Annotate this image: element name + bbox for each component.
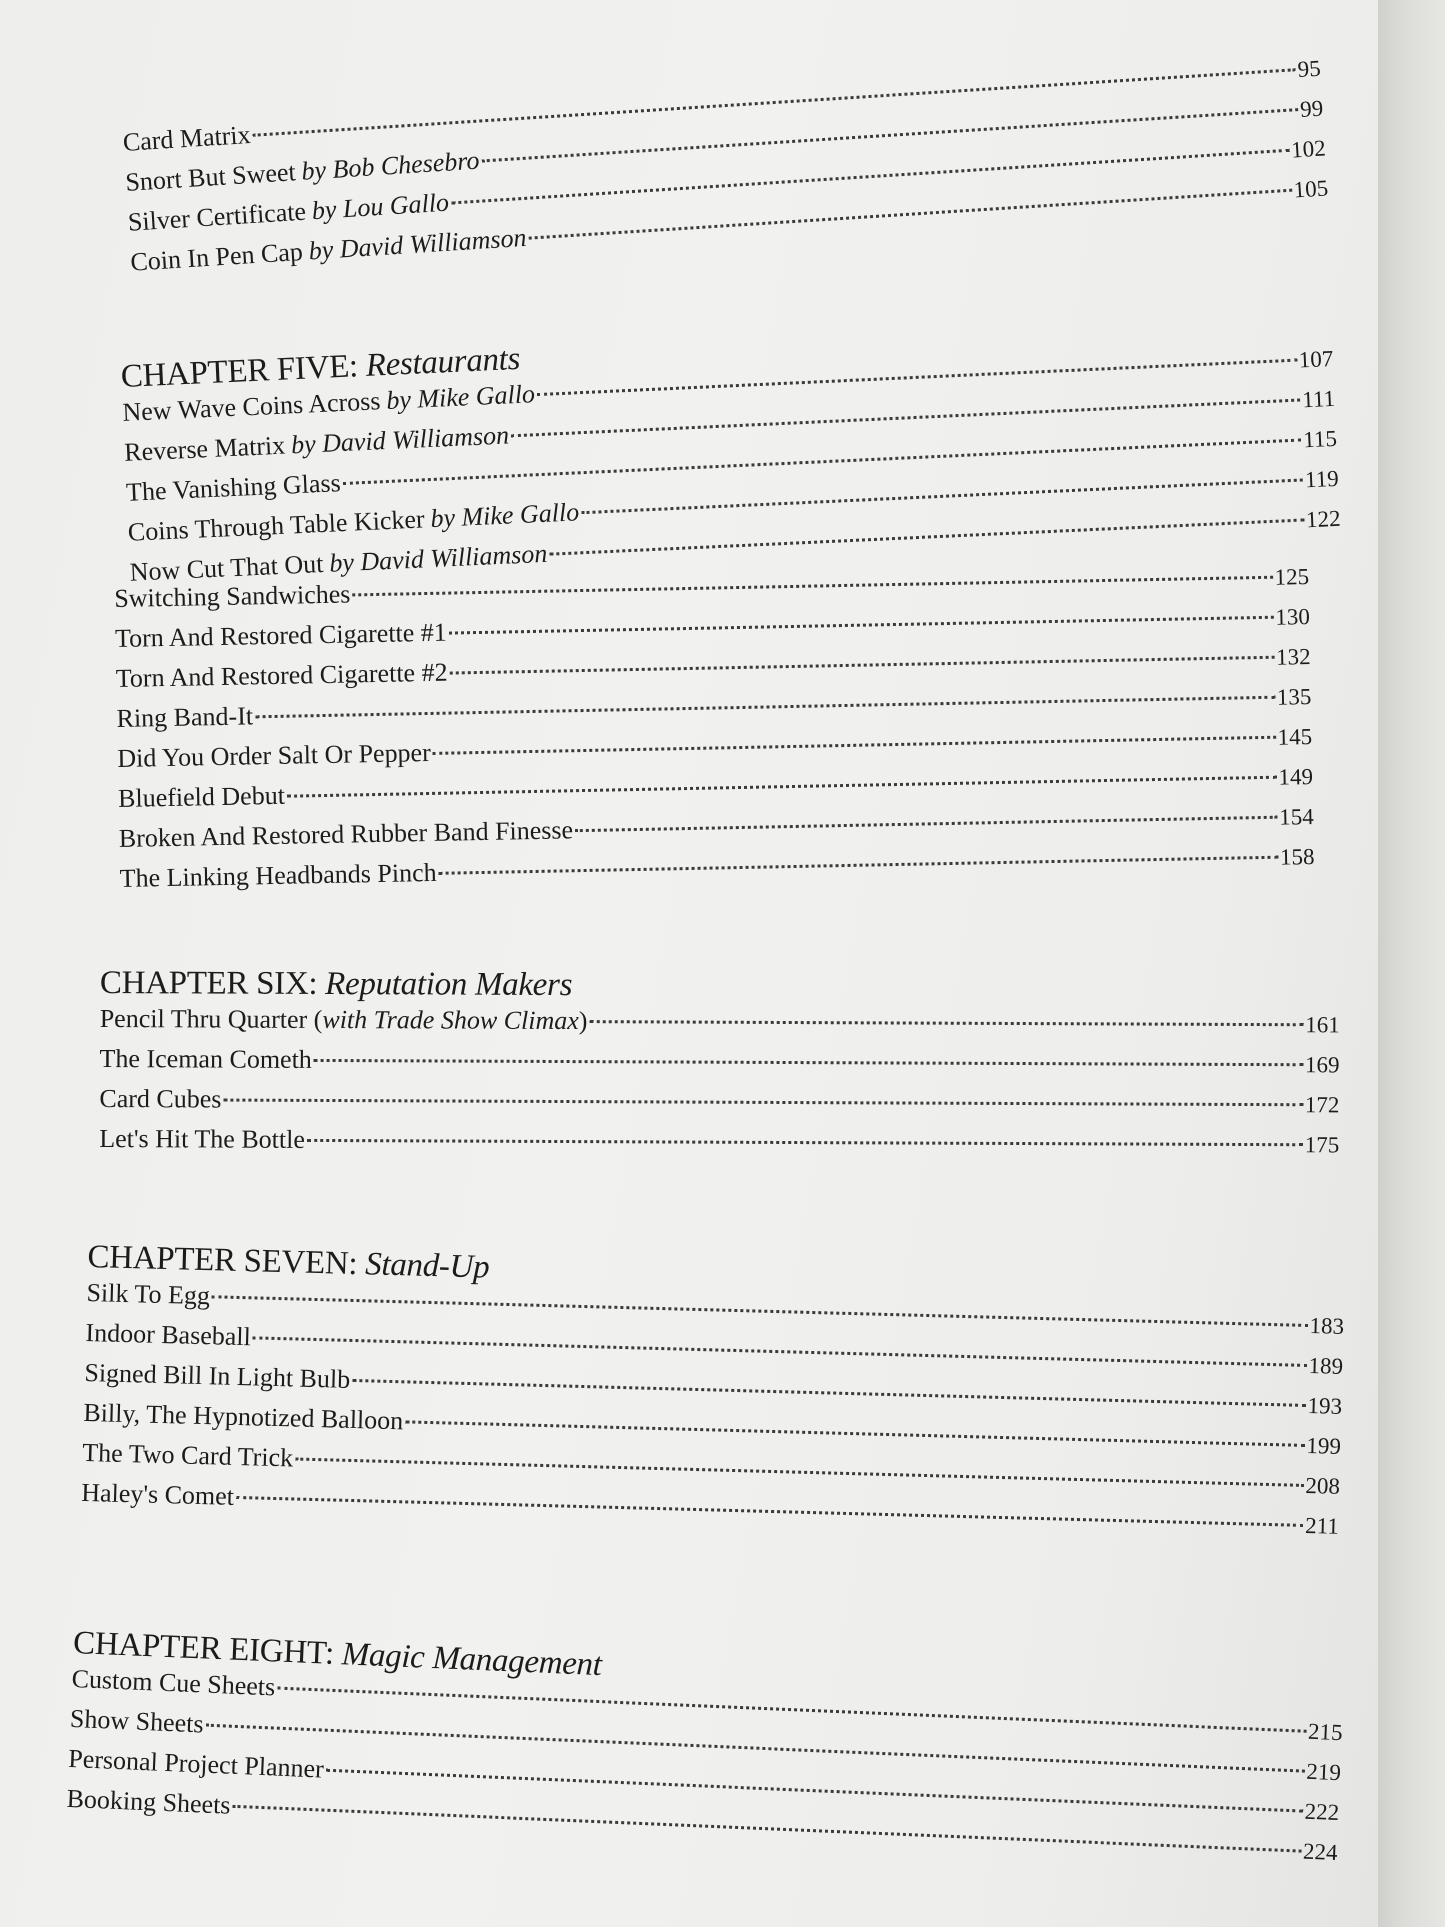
chapter-heading bbox=[100, 964, 1340, 1007]
entry-subtitle: with Trade Show Climax bbox=[322, 1004, 579, 1036]
entry-author: by Bob Chesebro bbox=[300, 145, 481, 186]
entry-page-number: 149 bbox=[1278, 764, 1314, 790]
entry-title: Billy, The Hypnotized Balloon bbox=[83, 1397, 404, 1436]
dot-leader bbox=[589, 1020, 1303, 1026]
entry-page-number: 95 bbox=[1296, 55, 1322, 83]
toc-section-chapter-five bbox=[120, 303, 1342, 598]
entry-title: Did You Order Salt Or Pepper bbox=[117, 737, 431, 773]
entry-title: Indoor Baseball bbox=[85, 1317, 252, 1352]
chapter-name: Magic Management bbox=[341, 1636, 603, 1684]
toc-section-chapter-eight bbox=[66, 1624, 1345, 1877]
entry-title: Silk To Egg bbox=[86, 1277, 211, 1311]
entry-page-number: 183 bbox=[1309, 1313, 1345, 1339]
entry-title: Torn And Restored Cigarette #1 bbox=[114, 617, 448, 653]
entry-page-number: 219 bbox=[1305, 1758, 1342, 1786]
entry-title: Switching Sandwiches bbox=[114, 579, 351, 613]
entry-author: by David Williamson bbox=[328, 538, 548, 578]
entry-title: Card Cubes bbox=[99, 1083, 222, 1114]
dot-leader bbox=[575, 816, 1277, 832]
entry-page-number: 175 bbox=[1304, 1132, 1340, 1158]
toc-entry bbox=[99, 1124, 1339, 1169]
chapter-name: Stand-Up bbox=[364, 1246, 490, 1286]
entry-title: Torn And Restored Cigarette #2 bbox=[115, 657, 448, 693]
entry-title: Personal Project Planner bbox=[67, 1743, 325, 1784]
entry-title: Broken And Restored Rubber Band Finesse bbox=[118, 815, 574, 853]
dot-leader bbox=[223, 1099, 1302, 1107]
entry-title bbox=[100, 1004, 588, 1036]
toc-section-chapter-five-continued bbox=[114, 561, 1315, 904]
entry-page-number: 122 bbox=[1305, 505, 1342, 533]
entry-title: Show Sheets bbox=[69, 1703, 205, 1739]
entry-title: Silver Certificate bbox=[127, 196, 307, 237]
toc-section-continued bbox=[122, 53, 1330, 288]
entry-page-number: 130 bbox=[1275, 604, 1311, 630]
entry-page-number: 102 bbox=[1290, 135, 1327, 163]
entry-page-number: 215 bbox=[1307, 1718, 1344, 1746]
entry-title: Now Cut That Out bbox=[129, 549, 324, 587]
dot-leader bbox=[307, 1139, 1303, 1146]
entry-page-number: 154 bbox=[1278, 804, 1314, 830]
entry-title: The Two Card Trick bbox=[82, 1437, 294, 1473]
entry-author: by David Williamson bbox=[307, 222, 528, 266]
entry-page-number: 161 bbox=[1305, 1012, 1340, 1038]
dot-leader bbox=[450, 656, 1275, 675]
entry-page-number: 107 bbox=[1298, 345, 1334, 373]
chapter-name: Restaurants bbox=[364, 340, 521, 384]
dot-leader bbox=[255, 696, 1275, 719]
dot-leader bbox=[352, 576, 1272, 597]
entry-title: Custom Cue Sheets bbox=[71, 1663, 276, 1702]
entry-author: by David Williamson bbox=[290, 420, 510, 460]
entry-author: by Mike Gallo bbox=[385, 379, 536, 415]
dot-leader bbox=[314, 1059, 1303, 1066]
entry-page-number: 211 bbox=[1304, 1512, 1340, 1539]
dot-leader bbox=[287, 776, 1277, 798]
entry-title: Reverse Matrix bbox=[123, 430, 286, 467]
entry-page-number: 199 bbox=[1306, 1432, 1342, 1459]
entry-page-number: 158 bbox=[1279, 844, 1315, 870]
entry-author: by Mike Gallo bbox=[429, 497, 580, 534]
entry-page-number: 224 bbox=[1302, 1838, 1339, 1866]
entry-title: The Iceman Cometh bbox=[99, 1043, 312, 1074]
toc-section-chapter-six bbox=[99, 964, 1340, 1169]
entry-title: The Vanishing Glass bbox=[125, 468, 342, 507]
entry-page-number: 222 bbox=[1304, 1798, 1340, 1826]
entry-page-number: 172 bbox=[1304, 1092, 1340, 1118]
entry-page-number: 193 bbox=[1307, 1392, 1343, 1419]
entry-page-number: 105 bbox=[1292, 175, 1329, 203]
toc-entry bbox=[99, 1044, 1339, 1089]
entry-title: Haley's Comet bbox=[80, 1477, 235, 1511]
chapter-name: Reputation Makers bbox=[325, 965, 573, 1004]
entry-page-number: 189 bbox=[1308, 1352, 1344, 1379]
toc-section-chapter-seven bbox=[81, 1238, 1346, 1551]
entry-author: by Lou Gallo bbox=[310, 187, 450, 226]
entry-page-number: 145 bbox=[1277, 724, 1313, 750]
entry-page-number: 99 bbox=[1299, 95, 1324, 122]
chapter-prefix: CHAPTER FIVE: bbox=[120, 348, 359, 395]
entry-title: Bluefield Debut bbox=[117, 780, 286, 813]
entry-title: New Wave Coins Across bbox=[121, 386, 381, 427]
entry-page-number: 169 bbox=[1305, 1052, 1340, 1078]
toc-entry bbox=[99, 1084, 1339, 1129]
entry-page-number: 111 bbox=[1301, 385, 1336, 413]
entry-title-text: Pencil Thru Quarter ( bbox=[99, 1003, 323, 1034]
entry-title: Snort But Sweet bbox=[124, 157, 297, 197]
entry-title: Let's Hit The Bottle bbox=[99, 1123, 305, 1154]
entry-title: Coins Through Table Kicker bbox=[127, 504, 426, 547]
toc-entry bbox=[100, 1004, 1340, 1049]
entry-page-number: 135 bbox=[1276, 684, 1312, 710]
entry-page-number: 208 bbox=[1305, 1472, 1341, 1499]
entry-page-number: 125 bbox=[1274, 564, 1310, 590]
entry-title: Card Matrix bbox=[122, 119, 252, 157]
entry-title-suffix: ) bbox=[578, 1006, 588, 1036]
adjacent-page-edge bbox=[1378, 0, 1445, 1927]
chapter-prefix: CHAPTER SIX: bbox=[99, 965, 318, 1002]
entry-title: Ring Band-It bbox=[116, 701, 254, 733]
entry-title: The Linking Headbands Pinch bbox=[119, 857, 437, 893]
entry-title: Signed Bill In Light Bulb bbox=[84, 1357, 351, 1394]
dot-leader bbox=[433, 736, 1276, 755]
entry-title: Coin In Pen Cap bbox=[129, 236, 304, 277]
chapter-prefix: CHAPTER SEVEN: bbox=[87, 1238, 358, 1283]
entry-page-number: 115 bbox=[1302, 425, 1338, 453]
chapter-prefix: CHAPTER EIGHT: bbox=[72, 1624, 335, 1672]
dot-leader bbox=[439, 856, 1278, 875]
entry-page-number: 132 bbox=[1275, 644, 1311, 670]
entry-page-number: 119 bbox=[1304, 465, 1340, 493]
entry-title: Booking Sheets bbox=[66, 1783, 232, 1820]
dot-leader bbox=[449, 616, 1274, 635]
